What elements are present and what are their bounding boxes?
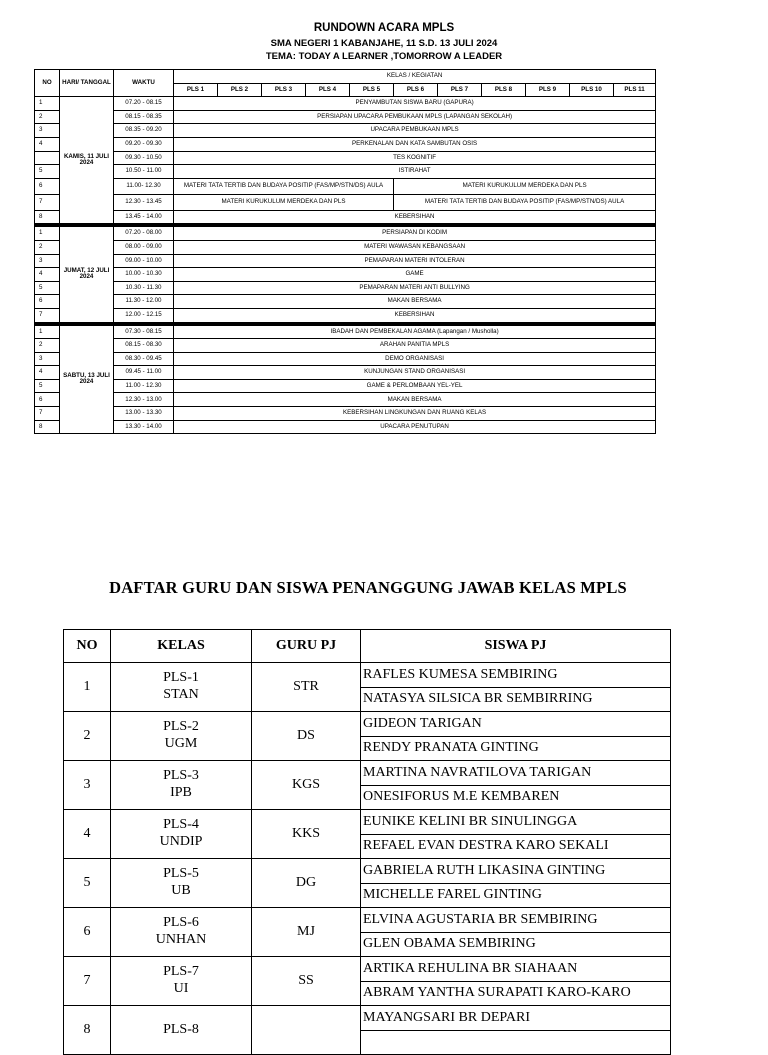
time-slot: 07.20 - 08.00 [114, 227, 174, 241]
time-slot: 13.30 - 14.00 [114, 420, 174, 434]
class-column-header: PLS 5 [350, 83, 394, 97]
teacher-initials: KGS [252, 761, 361, 810]
student-name: MARTINA NAVRATILOVA TARIGAN [361, 761, 671, 786]
class-column-header: PLS 8 [482, 83, 526, 97]
time-slot: 08.30 - 09.45 [114, 352, 174, 366]
rundown-table-body [35, 97, 656, 434]
class-column-header: PLS 2 [218, 83, 262, 97]
rundown-table [34, 69, 656, 434]
class-name [111, 761, 252, 810]
row-number: 3 [35, 352, 60, 366]
class-number: 8 [64, 1006, 111, 1055]
time-slot: 08.00 - 09.00 [114, 240, 174, 254]
row-number: 4 [35, 268, 60, 282]
class-code: PLS-7 [163, 964, 199, 980]
activity: PEMAPARAN MATERI INTOLERAN [174, 254, 656, 268]
header-guru: GURU PJ [252, 630, 361, 663]
rundown-header-row [35, 70, 656, 84]
daftar-row [64, 908, 671, 933]
daftar-header-row [64, 630, 671, 663]
header-day: HARI/ TANGGAL [60, 70, 114, 97]
daftar-row [64, 1006, 671, 1031]
row-number: 2 [35, 339, 60, 353]
class-university: IPB [170, 785, 192, 800]
class-code: PLS-6 [163, 915, 199, 931]
class-column-header: PLS 9 [526, 83, 570, 97]
row-number: 1 [35, 227, 60, 241]
activity: PERSIAPAN DI KODIM [174, 227, 656, 241]
header-time: WAKTU [114, 70, 174, 97]
student-name [361, 1030, 671, 1055]
daftar-title: DAFTAR GURU DAN SISWA PENANGGUNG JAWAB KELAS MPLS [109, 578, 627, 597]
row-number: 3 [35, 254, 60, 268]
class-code: PLS-4 [163, 817, 199, 833]
daftar-table [63, 629, 671, 1055]
class-name [111, 859, 252, 908]
activity: PERSIAPAN UPACARA PEMBUKAAN MPLS (LAPANGAN SEKOLAH) [174, 110, 656, 124]
schedule-row [35, 254, 656, 268]
teacher-initials [252, 1006, 361, 1055]
activity: PERKENALAN DAN KATA SAMBUTAN OSIS [174, 137, 656, 151]
time-slot: 07.30 - 08.15 [114, 325, 174, 339]
student-name: REFAEL EVAN DESTRA KARO SEKALI [361, 834, 671, 859]
activity: MAKAN BERSAMA [174, 393, 656, 407]
row-number: 7 [35, 194, 60, 210]
class-university: UB [171, 883, 191, 898]
activity-left: MATERI KURUKULUM MERDEKA DAN PLS [174, 194, 394, 210]
row-number [35, 151, 60, 165]
activity: PEMAPARAN MATERI ANTI BULLYING [174, 281, 656, 295]
student-name: RAFLES KUMESA SEMBIRING [361, 663, 671, 688]
class-code: PLS-5 [163, 866, 199, 882]
class-column-header: PLS 10 [570, 83, 614, 97]
class-column-header: PLS 6 [394, 83, 438, 97]
schedule-row [35, 379, 656, 393]
activity: IBADAH DAN PEMBEKALAN AGAMA (Lapangan / Musholla) [174, 325, 656, 339]
class-university: UNDIP [159, 834, 203, 849]
class-name [111, 1006, 252, 1055]
row-number: 6 [35, 393, 60, 407]
student-name: ARTIKA REHULINA BR SIAHAAN [361, 957, 671, 982]
student-name: GLEN OBAMA SEMBIRING [361, 932, 671, 957]
class-university: UI [173, 981, 189, 996]
row-number: 5 [35, 281, 60, 295]
activity: ISTIRAHAT [174, 165, 656, 179]
schedule-row [35, 295, 656, 309]
daftar-row [64, 712, 671, 737]
time-slot: 09.20 - 09.30 [114, 137, 174, 151]
schedule-row [35, 366, 656, 380]
class-code: PLS-2 [163, 719, 199, 735]
activity: GAME [174, 268, 656, 282]
time-slot: 09.00 - 10.00 [114, 254, 174, 268]
student-name: MICHELLE FAREL GINTING [361, 883, 671, 908]
class-number: 5 [64, 859, 111, 908]
teacher-initials: DS [252, 712, 361, 761]
teacher-initials: SS [252, 957, 361, 1006]
time-slot: 10.30 - 11.30 [114, 281, 174, 295]
schedule-row [35, 393, 656, 407]
row-number: 6 [35, 178, 60, 194]
class-name [111, 908, 252, 957]
time-slot: 10.50 - 11.00 [114, 165, 174, 179]
class-number: 7 [64, 957, 111, 1006]
activity: UPACARA PEMBUKAAN MPLS [174, 124, 656, 138]
class-code: PLS-8 [163, 1021, 199, 1037]
daftar-table-body [64, 663, 671, 1055]
teacher-initials: MJ [252, 908, 361, 957]
time-slot: 11.30 - 12.00 [114, 295, 174, 309]
row-number: 6 [35, 295, 60, 309]
class-university: UGM [164, 736, 198, 751]
row-number: 1 [35, 97, 60, 111]
schedule-row [35, 151, 656, 165]
time-slot: 07.20 - 08.15 [114, 97, 174, 111]
rundown-theme-line: TEMA: TODAY A LEARNER ,TOMORROW A LEADER [265, 51, 503, 62]
activity: KUNJUNGAN STAND ORGANISASI [174, 366, 656, 380]
student-name: GABRIELA RUTH LIKASINA GINTING [361, 859, 671, 884]
schedule-row [35, 352, 656, 366]
activity: PENYAMBUTAN SISWA BARU (GAPURA) [174, 97, 656, 111]
daftar-row [64, 957, 671, 982]
class-column-header: PLS 4 [306, 83, 350, 97]
row-number: 2 [35, 240, 60, 254]
schedule-row [35, 407, 656, 421]
daftar-row [64, 663, 671, 688]
schedule-row [35, 420, 656, 434]
schedule-row [35, 165, 656, 179]
time-slot: 09.45 - 11.00 [114, 366, 174, 380]
row-number: 8 [35, 420, 60, 434]
schedule-row [35, 227, 656, 241]
row-number: 4 [35, 137, 60, 151]
class-name [111, 957, 252, 1006]
schedule-row [35, 308, 656, 322]
schedule-row [35, 178, 656, 194]
time-slot: 12.00 - 12.15 [114, 308, 174, 322]
activity: UPACARA PENUTUPAN [174, 420, 656, 434]
schedule-row [35, 281, 656, 295]
time-slot: 11.00- 12.30 [114, 178, 174, 194]
activity-left: MATERI TATA TERTIB DAN BUDAYA POSITIP (FAS/MP/STN/DS) AULA [174, 178, 394, 194]
teacher-initials: KKS [252, 810, 361, 859]
daftar-table-head [64, 630, 671, 663]
header-siswa: SISWA PJ [361, 630, 671, 663]
activity: GAME & PERLOMBAAN YEL-YEL [174, 379, 656, 393]
student-name: GIDEON TARIGAN [361, 712, 671, 737]
time-slot: 08.35 - 09.20 [114, 124, 174, 138]
time-slot: 12.30 - 13.00 [114, 393, 174, 407]
row-number: 4 [35, 366, 60, 380]
day-label: KAMIS, 11 JULI 2024 [60, 97, 114, 224]
class-number: 3 [64, 761, 111, 810]
row-number: 1 [35, 325, 60, 339]
class-number: 4 [64, 810, 111, 859]
class-name [111, 810, 252, 859]
class-code: PLS-3 [163, 768, 199, 784]
student-name: ABRAM YANTHA SURAPATI KARO-KARO [361, 981, 671, 1006]
time-slot: 09.30 - 10.50 [114, 151, 174, 165]
activity: ARAHAN PANITIA MPLS [174, 339, 656, 353]
class-code: PLS-1 [163, 670, 199, 686]
header-no: NO [64, 630, 111, 663]
class-column-header: PLS 7 [438, 83, 482, 97]
class-name [111, 712, 252, 761]
header-no: NO [35, 70, 60, 97]
time-slot: 11.00 - 12.30 [114, 379, 174, 393]
student-name: NATASYA SILSICA BR SEMBIRRING [361, 687, 671, 712]
activity: MATERI WAWASAN KEBANGSAAN [174, 240, 656, 254]
teacher-initials: STR [252, 663, 361, 712]
time-slot: 13.00 - 13.30 [114, 407, 174, 421]
day-label: JUMAT, 12 JULI 2024 [60, 227, 114, 322]
rundown-school-line: SMA NEGERI 1 KABANJAHE, 11 S.D. 13 JULI 2024 [270, 38, 498, 49]
daftar-row [64, 761, 671, 786]
activity: KEBERSIHAN LINGKUNGAN DAN RUANG KELAS [174, 407, 656, 421]
row-number: 7 [35, 407, 60, 421]
row-number: 8 [35, 210, 60, 224]
activity: KEBERSIHAN [174, 308, 656, 322]
class-number: 2 [64, 712, 111, 761]
schedule-row [35, 339, 656, 353]
daftar-row [64, 859, 671, 884]
daftar-row [64, 810, 671, 835]
rundown-title: RUNDOWN ACARA MPLS [313, 22, 455, 34]
row-number: 7 [35, 308, 60, 322]
student-name: MAYANGSARI BR DEPARI [361, 1006, 671, 1031]
schedule-row [35, 210, 656, 224]
student-name: ONESIFORUS M.E KEMBAREN [361, 785, 671, 810]
activity: TES KOGNITIF [174, 151, 656, 165]
student-name: ELVINA AGUSTARIA BR SEMBIRING [361, 908, 671, 933]
schedule-row [35, 110, 656, 124]
teacher-initials: DG [252, 859, 361, 908]
activity: DEMO ORGANISASI [174, 352, 656, 366]
time-slot: 10.00 - 10.30 [114, 268, 174, 282]
time-slot: 08.15 - 08.35 [114, 110, 174, 124]
schedule-row [35, 124, 656, 138]
schedule-row [35, 240, 656, 254]
row-number: 3 [35, 124, 60, 138]
class-column-header: PLS 11 [614, 83, 656, 97]
activity: KEBERSIHAN [174, 210, 656, 224]
class-column-header: PLS 3 [262, 83, 306, 97]
schedule-row [35, 137, 656, 151]
time-slot: 12.30 - 13.45 [114, 194, 174, 210]
rundown-table-head [35, 70, 656, 97]
student-name: RENDY PRANATA GINTING [361, 736, 671, 761]
row-number: 5 [35, 165, 60, 179]
schedule-row [35, 194, 656, 210]
day-label: SABTU, 13 JULI 2024 [60, 325, 114, 434]
time-slot: 08.15 - 08.30 [114, 339, 174, 353]
row-number: 5 [35, 379, 60, 393]
student-name: EUNIKE KELINI BR SINULINGGA [361, 810, 671, 835]
header-kelas: KELAS [111, 630, 252, 663]
activity: MAKAN BERSAMA [174, 295, 656, 309]
class-column-header: PLS 1 [174, 83, 218, 97]
time-slot: 13.45 - 14.00 [114, 210, 174, 224]
header-classes: KELAS / KEGIATAN [174, 70, 656, 84]
schedule-row [35, 97, 656, 111]
class-number: 6 [64, 908, 111, 957]
activity-right: MATERI TATA TERTIB DAN BUDAYA POSITIP (FAS/MP/STN/DS) AULA [394, 194, 656, 210]
class-name [111, 663, 252, 712]
activity-right: MATERI KURUKULUM MERDEKA DAN PLS [394, 178, 656, 194]
class-university: UNHAN [155, 932, 207, 947]
class-number: 1 [64, 663, 111, 712]
class-university: STAN [163, 687, 199, 702]
schedule-row [35, 325, 656, 339]
schedule-row [35, 268, 656, 282]
row-number: 2 [35, 110, 60, 124]
